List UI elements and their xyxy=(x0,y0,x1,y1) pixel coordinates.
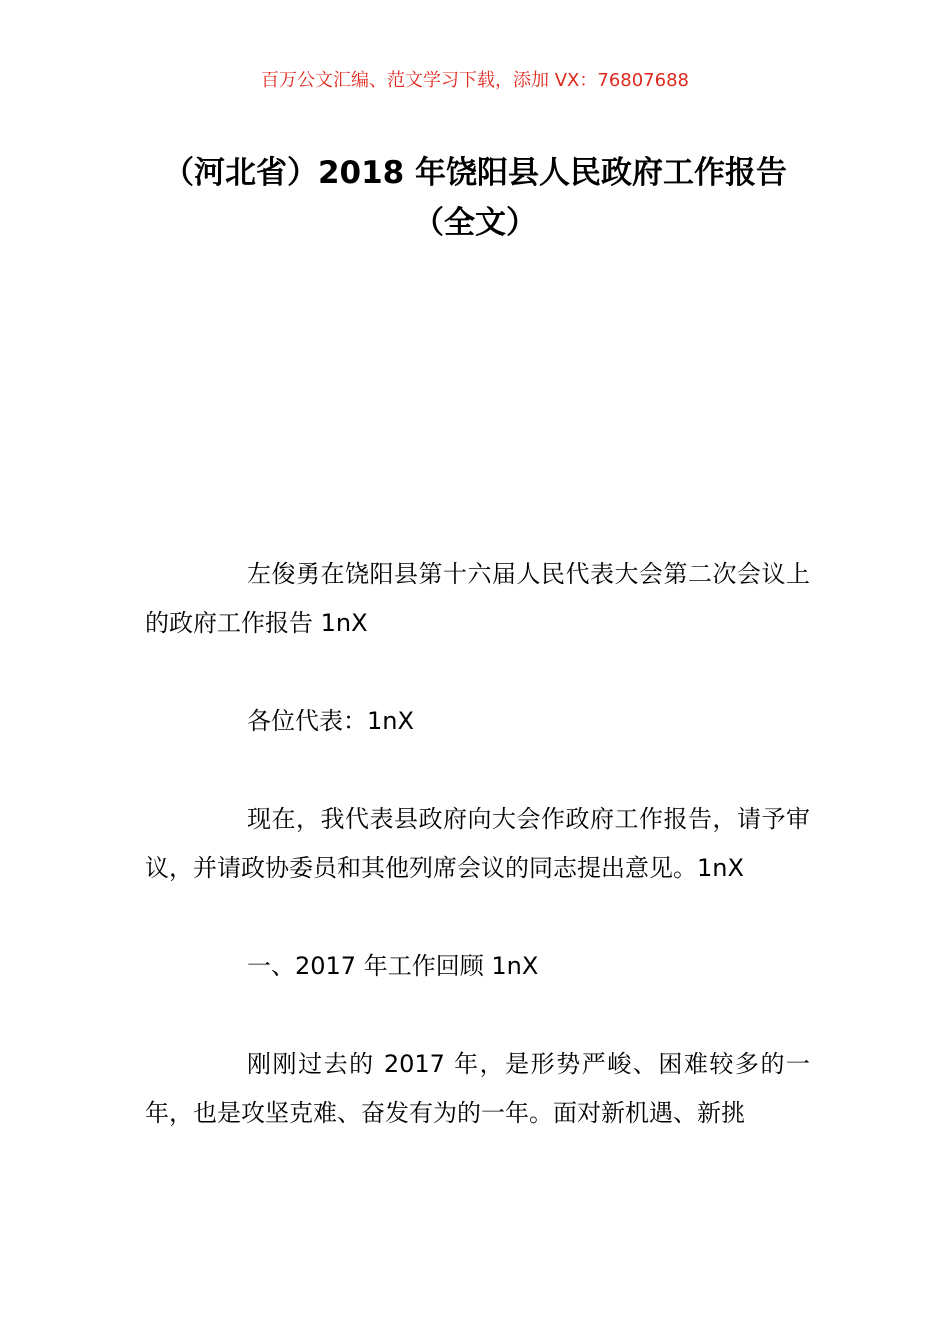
paragraph-speaker-intro: 左俊勇在饶阳县第十六届人民代表大会第二次会议上的政府工作报告 1nX xyxy=(145,560,810,637)
paragraph-salutation: 各位代表：1nX xyxy=(247,707,414,735)
document-body xyxy=(145,550,810,1187)
document-title: （河北省）2018 年饶阳县人民政府工作报告（全文） xyxy=(162,155,788,241)
paragraph-review-start: 刚刚过去的 2017 年，是形势严峻、困难较多的一年，也是攻坚克难、奋发有为的一年。面对新机遇、新挑 xyxy=(145,1050,810,1127)
header-promo-note: 百万公文汇编、范文学习下载，添加 VX：76807688 xyxy=(261,70,689,91)
section-heading-review: 一、2017 年工作回顾 1nX xyxy=(247,952,539,980)
paragraph-opening: 现在，我代表县政府向大会作政府工作报告，请予审议，并请政协委员和其他列席会议的同志提出意见。1nX xyxy=(145,805,810,882)
